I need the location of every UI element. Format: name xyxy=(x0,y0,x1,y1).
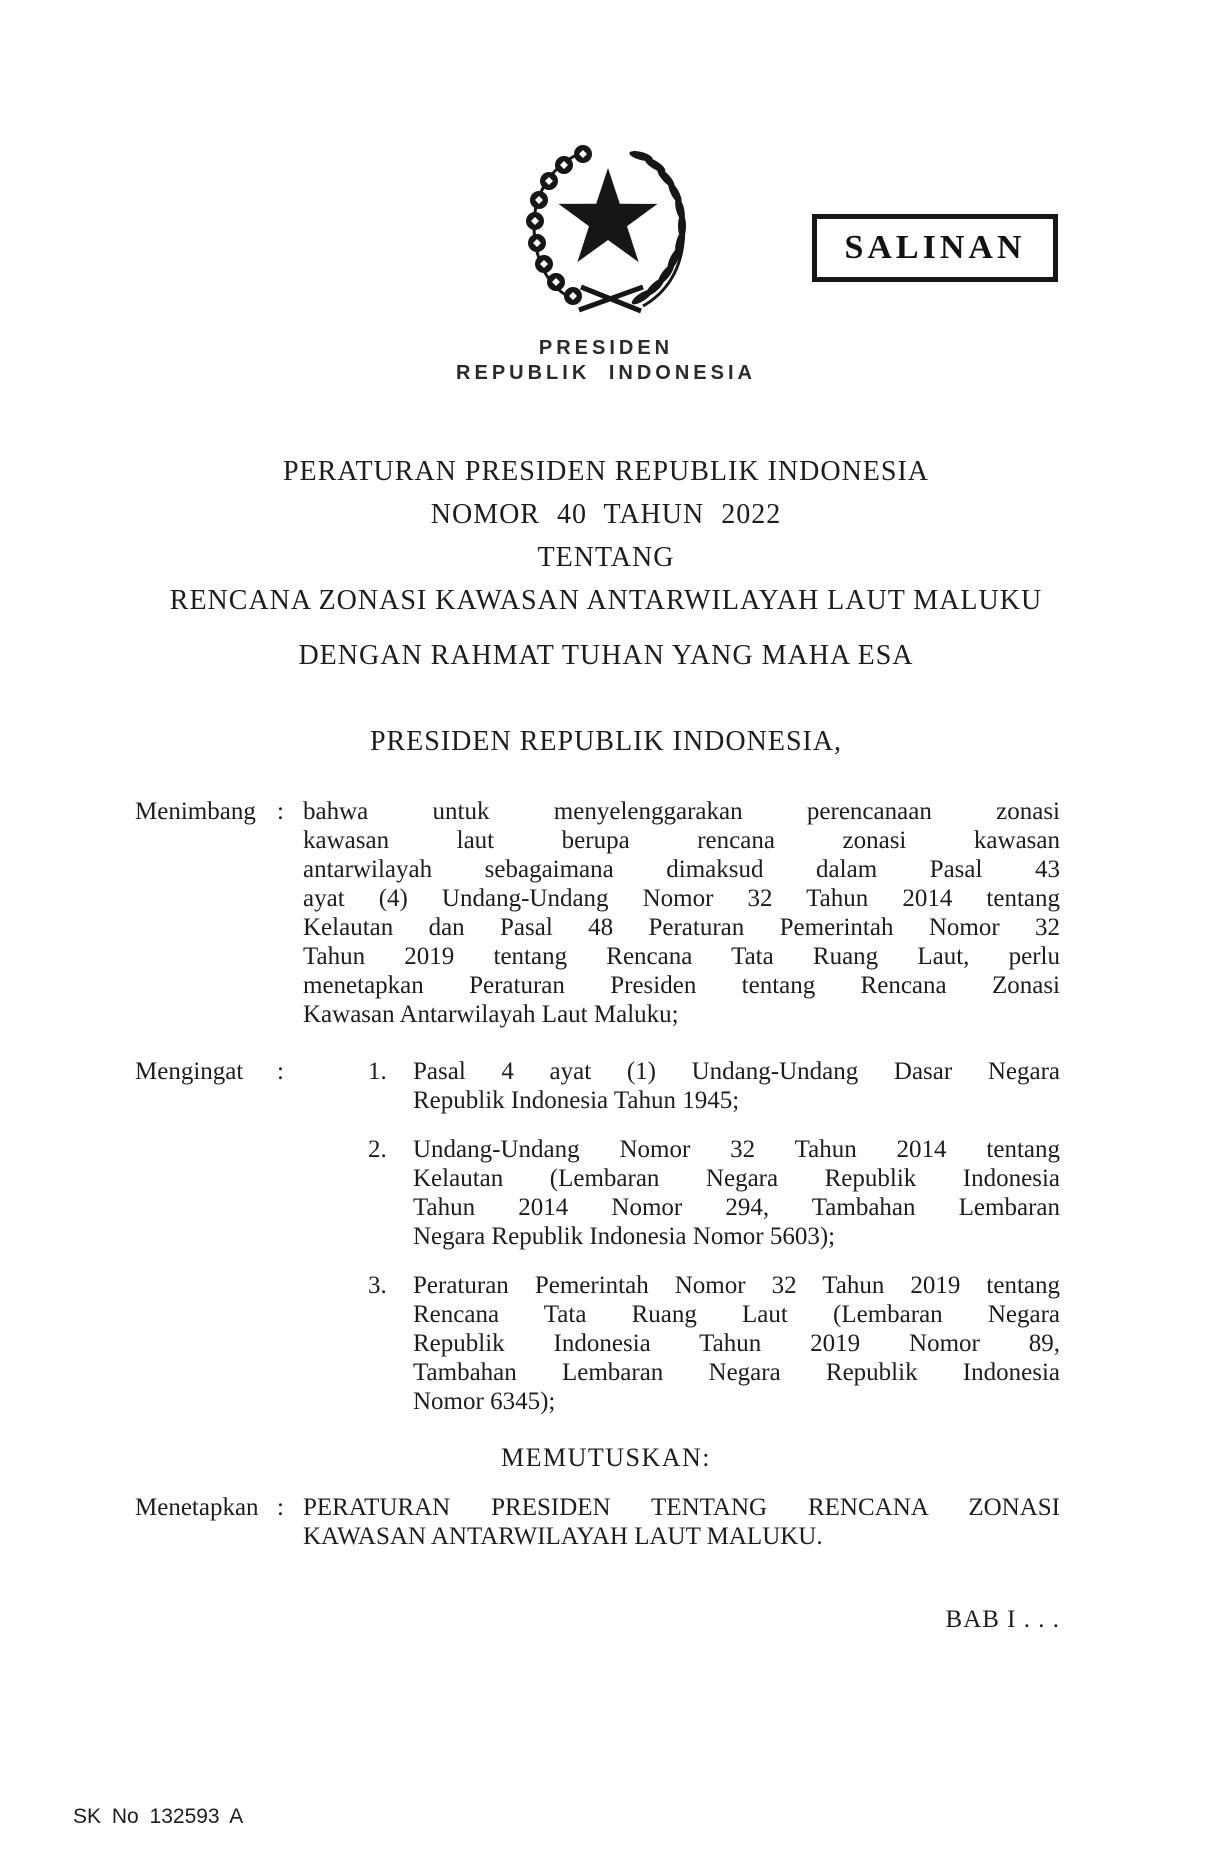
salinan-stamp xyxy=(812,214,1058,282)
menetapkan-colon: : xyxy=(277,1494,284,1521)
salinan-stamp-label: SALINAN xyxy=(844,229,1026,266)
doc-code: SK No 132593 A xyxy=(73,1805,244,1828)
paragraph-line: kawasan laut berupa rencana zonasi kawasan xyxy=(303,827,1060,854)
paragraph-line: Peraturan Pemerintah Nomor 32 Tahun 2019 tentang xyxy=(413,1272,1060,1299)
title-line-1: PERATURAN PRESIDEN REPUBLIK INDONESIA xyxy=(282,456,930,487)
legal-basis-item xyxy=(368,1057,1060,1115)
paragraph-line: Republik Indonesia Tahun 1945; xyxy=(413,1087,740,1114)
item-number: 3. xyxy=(368,1272,387,1299)
paragraph-line: menetapkan Peraturan Presiden tentang Rencana Zonasi xyxy=(303,972,1060,999)
rice-wreath-right xyxy=(628,149,686,307)
item-lines xyxy=(413,1271,1060,1416)
memutuskan-heading: MEMUTUSKAN: xyxy=(500,1443,712,1472)
paragraph-line: Tahun 2019 tentang Rencana Tata Ruang Laut, perlu xyxy=(303,943,1060,970)
paragraph-line: Republik Indonesia Tahun 2019 Nomor 89, xyxy=(413,1330,1060,1357)
star-icon xyxy=(559,168,658,262)
cotton-wreath-left xyxy=(526,145,592,305)
presidential-emblem xyxy=(523,138,693,318)
authority-line: PRESIDEN REPUBLIK INDONESIA, xyxy=(369,726,843,757)
menimbang-label: Menimbang xyxy=(135,798,256,825)
paragraph-line: KAWASAN ANTARWILAYAH LAUT MALUKU. xyxy=(303,1523,823,1550)
paragraph-line: Undang-Undang Nomor 32 Tahun 2014 tentang xyxy=(413,1136,1060,1163)
paragraph-line: ayat (4) Undang-Undang Nomor 32 Tahun 2014 tentang xyxy=(303,885,1060,912)
paragraph-line: Kelautan (Lembaran Negara Republik Indonesia xyxy=(413,1165,1060,1192)
letterhead xyxy=(0,337,1212,385)
paragraph-line: Nomor 6345); xyxy=(413,1388,556,1415)
paragraph-line: bahwa untuk menyelenggarakan perencanaan zonasi xyxy=(303,798,1060,825)
mengingat-list xyxy=(368,1057,1060,1416)
item-number: 1. xyxy=(368,1058,387,1085)
title-line-3: TENTANG xyxy=(537,542,675,573)
regulation-title xyxy=(0,450,1212,622)
mengingat-colon: : xyxy=(277,1058,284,1085)
paragraph-line: Tambahan Lembaran Negara Republik Indonesia xyxy=(413,1359,1060,1386)
legal-basis-item xyxy=(368,1271,1060,1416)
item-number: 2. xyxy=(368,1136,387,1163)
wreath-crossed-stems xyxy=(579,287,643,311)
paragraph-line: Negara Republik Indonesia Nomor 5603); xyxy=(413,1223,836,1250)
title-line-4: RENCANA ZONASI KAWASAN ANTARWILAYAH LAUT MALUKU xyxy=(169,585,1043,616)
menimbang-paragraph xyxy=(303,797,1060,1029)
continuation-mark: BAB I . . . xyxy=(945,1606,1060,1633)
paragraph-line: Kelautan dan Pasal 48 Peraturan Pemerintah Nomor 32 xyxy=(303,914,1060,941)
mengingat-label: Mengingat xyxy=(135,1058,244,1085)
menimbang-colon: : xyxy=(277,798,284,825)
paragraph-line: Pasal 4 ayat (1) Undang-Undang Dasar Negara xyxy=(413,1058,1060,1085)
paragraph-line: Rencana Tata Ruang Laut (Lembaran Negara xyxy=(413,1301,1060,1328)
letterhead-presiden: PRESIDEN xyxy=(538,337,674,359)
invocation-line: DENGAN RAHMAT TUHAN YANG MAHA ESA xyxy=(298,640,914,671)
title-line-2: NOMOR 40 TAHUN 2022 xyxy=(430,499,782,530)
item-lines xyxy=(413,1135,1060,1251)
paragraph-line: Kawasan Antarwilayah Laut Maluku; xyxy=(303,1001,679,1028)
paragraph-line: PERATURAN PRESIDEN TENTANG RENCANA ZONASI xyxy=(303,1494,1060,1521)
menetapkan-paragraph xyxy=(303,1493,1060,1551)
letterhead-republik-indonesia: REPUBLIK INDONESIA xyxy=(456,362,756,384)
item-lines xyxy=(413,1057,1060,1115)
paragraph-line: Tahun 2014 Nomor 294, Tambahan Lembaran xyxy=(413,1194,1060,1221)
paragraph-line: antarwilayah sebagaimana dimaksud dalam Pasal 43 xyxy=(303,856,1060,883)
legal-basis-item xyxy=(368,1135,1060,1251)
menetapkan-label: Menetapkan xyxy=(135,1494,259,1521)
